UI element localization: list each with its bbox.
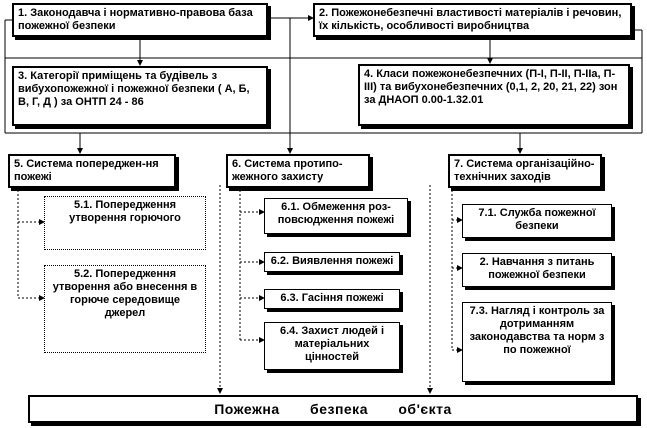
box-supervision-control: 7.3. Нагляд і контроль за дотриманням законодавства та норм з по пожежної: [462, 302, 612, 382]
final-label: Пожежна безпека об'єкта: [214, 400, 452, 417]
box-legal-basis: 1. Законодавча і нормативно-правова база пожежної безпеки: [12, 3, 268, 37]
box-fire-safety-service: 7.1. Служба пожежної безпеки: [462, 204, 612, 238]
box-prevent-combustible: 5.1. Попередження утворення горючого: [44, 196, 206, 250]
box-fire-prevention-system: 5. Система попереджен-ня пожежі: [8, 154, 176, 188]
box-fire-detection: 6.2. Виявлення пожежі: [264, 252, 400, 272]
box-fire-protection-system: 6. Система протипо-жежного захисту: [226, 154, 370, 188]
box-premises-categories: 3. Категорії приміщень та будівель з вибухопожежної і пожежної безпеки ( А, Б, В, Г, Д ) за ОНТП 24 - 86: [12, 66, 268, 126]
box-prevent-ignition-sources: 5.2. Попередження утворення або внесення в горюче середовище джерел: [44, 265, 206, 353]
box-fire-training: 2. Навчання з питань пожежної безпеки: [462, 253, 612, 287]
box-fire-extinguishing: 6.3. Гасіння пожежі: [264, 289, 400, 309]
box-material-properties: 2. Пожежонебезпечні властивості матеріалів і речовин, їх кількість, особливості виробництва: [313, 3, 632, 37]
box-organizational-system: 7. Система організаційно-технічних заходів: [448, 154, 602, 188]
box-limit-spread: 6.1. Обмеження роз-повсюдження пожежі: [264, 198, 408, 234]
box-protect-people: 6.4. Захист людей і матеріальних цінностей: [264, 322, 400, 370]
box-object-fire-safety: [28, 395, 638, 423]
box-zone-classes: 4. Класи пожежонебезпечних (П-І, П-ІІ, П-ІІа, П-ІІІ) та вибухонебезпечних (0,1, 2, 20, 21, 22) зон за ДНАОП 0.00-1.32.01: [358, 64, 630, 126]
